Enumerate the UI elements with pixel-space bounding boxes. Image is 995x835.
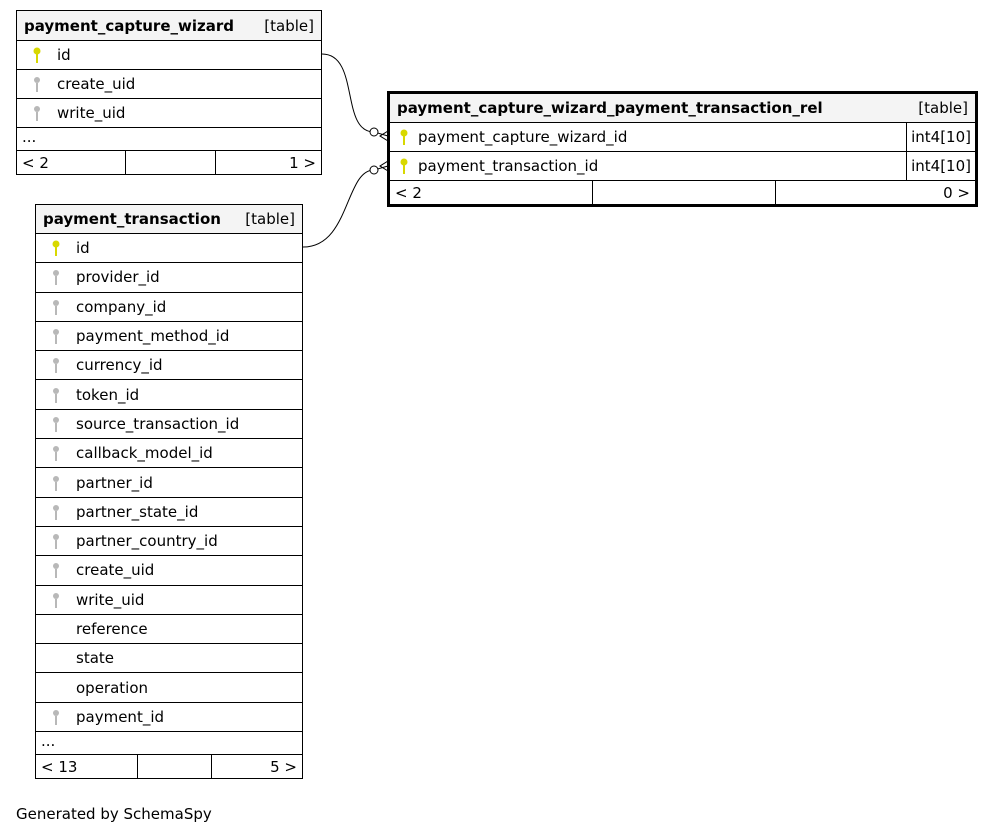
primary-key-icon xyxy=(17,46,57,64)
table-header xyxy=(390,94,975,123)
foreign-key-icon xyxy=(36,561,76,579)
foreign-key-icon xyxy=(36,474,76,492)
foreign-key-icon xyxy=(17,75,57,93)
column-name: write_uid xyxy=(76,590,145,609)
column-name: reference xyxy=(76,620,148,638)
column-row[interactable] xyxy=(17,99,321,128)
table-payment-transaction[interactable] xyxy=(35,204,303,779)
table-footer xyxy=(390,181,975,204)
table-name: payment_capture_wizard xyxy=(24,16,234,35)
foreign-key-icon xyxy=(36,532,76,550)
column-row[interactable] xyxy=(36,586,302,615)
foreign-key-icon xyxy=(36,708,76,726)
column-row[interactable] xyxy=(36,468,302,497)
table-kind: [table] xyxy=(918,99,968,117)
parents-count[interactable]: < 2 xyxy=(395,183,422,202)
column-row[interactable] xyxy=(36,410,302,439)
link-wizard-to-rel xyxy=(322,54,388,136)
column-name: partner_id xyxy=(76,473,153,492)
foreign-key-icon xyxy=(36,298,76,316)
column-row[interactable] xyxy=(36,439,302,468)
parents-count[interactable]: < 13 xyxy=(41,757,78,776)
primary-key-icon xyxy=(390,157,418,175)
children-count[interactable]: 1 > xyxy=(289,153,316,172)
column-row[interactable] xyxy=(36,322,302,351)
foreign-key-icon xyxy=(36,503,76,521)
column-name: token_id xyxy=(76,385,140,404)
column-row[interactable] xyxy=(36,498,302,527)
column-list xyxy=(36,234,302,732)
column-name: payment_capture_wizard_id xyxy=(418,128,628,146)
table-name: payment_transaction xyxy=(43,210,221,228)
column-row[interactable] xyxy=(36,263,302,292)
footer-spacer xyxy=(125,151,216,174)
foreign-key-icon xyxy=(36,356,76,374)
link-wizard-optional-marker xyxy=(370,128,378,136)
table-payment-capture-wizard-payment-transaction-rel[interactable] xyxy=(387,91,978,207)
column-row[interactable] xyxy=(36,615,302,644)
column-name: payment_method_id xyxy=(76,327,230,346)
more-columns: ... xyxy=(36,732,302,755)
column-row[interactable] xyxy=(36,673,302,702)
column-row[interactable] xyxy=(36,293,302,322)
foreign-key-icon xyxy=(36,327,76,345)
column-name: callback_model_id xyxy=(76,444,213,463)
foreign-key-icon xyxy=(36,444,76,462)
column-name: company_id xyxy=(76,297,167,316)
table-footer xyxy=(36,755,302,778)
column-name: state xyxy=(76,649,114,668)
column-name: write_uid xyxy=(57,104,126,122)
column-row[interactable] xyxy=(36,234,302,263)
children-count[interactable]: 0 > xyxy=(943,183,970,202)
column-name: partner_state_id xyxy=(76,502,199,521)
foreign-key-icon xyxy=(36,591,76,609)
column-name: payment_transaction_id xyxy=(418,157,599,175)
table-kind: [table] xyxy=(245,210,295,228)
generated-by-label: Generated by SchemaSpy xyxy=(16,805,212,823)
foreign-key-icon xyxy=(36,268,76,286)
table-name: payment_capture_wizard_payment_transaction_rel xyxy=(397,99,823,117)
footer-spacer xyxy=(137,755,212,778)
table-footer xyxy=(17,151,321,174)
column-row[interactable] xyxy=(36,527,302,556)
column-row[interactable] xyxy=(36,556,302,585)
primary-key-icon xyxy=(36,239,76,257)
column-row[interactable] xyxy=(36,380,302,409)
table-kind: [table] xyxy=(264,16,314,35)
link-transaction-optional-marker xyxy=(370,166,378,174)
column-name: id xyxy=(76,239,90,258)
column-row[interactable] xyxy=(390,123,975,152)
column-name: create_uid xyxy=(57,75,136,93)
column-type: int4[10] xyxy=(906,123,975,151)
foreign-key-icon xyxy=(36,415,76,433)
children-count[interactable]: 5 > xyxy=(270,757,297,776)
column-name: payment_id xyxy=(76,707,165,726)
foreign-key-icon xyxy=(36,386,76,404)
footer-spacer xyxy=(592,181,776,204)
column-name: source_transaction_id xyxy=(76,414,240,433)
table-header xyxy=(17,11,321,41)
column-name: operation xyxy=(76,678,149,697)
parents-count[interactable]: < 2 xyxy=(22,153,49,172)
column-type: int4[10] xyxy=(906,152,975,180)
table-header xyxy=(36,205,302,234)
link-transaction-to-rel xyxy=(303,166,388,247)
table-payment-capture-wizard[interactable] xyxy=(16,10,322,175)
more-columns: ... xyxy=(17,128,321,151)
column-name: provider_id xyxy=(76,268,160,287)
column-name: id xyxy=(57,46,71,64)
foreign-key-icon xyxy=(17,104,57,122)
column-name: partner_country_id xyxy=(76,532,218,551)
column-row[interactable] xyxy=(17,41,321,70)
column-name: create_uid xyxy=(76,561,155,580)
column-row[interactable] xyxy=(36,644,302,673)
column-row[interactable] xyxy=(36,351,302,380)
column-name: currency_id xyxy=(76,356,163,375)
column-row[interactable] xyxy=(390,152,975,181)
column-row[interactable] xyxy=(36,703,302,732)
primary-key-icon xyxy=(390,128,418,146)
column-row[interactable] xyxy=(17,70,321,99)
